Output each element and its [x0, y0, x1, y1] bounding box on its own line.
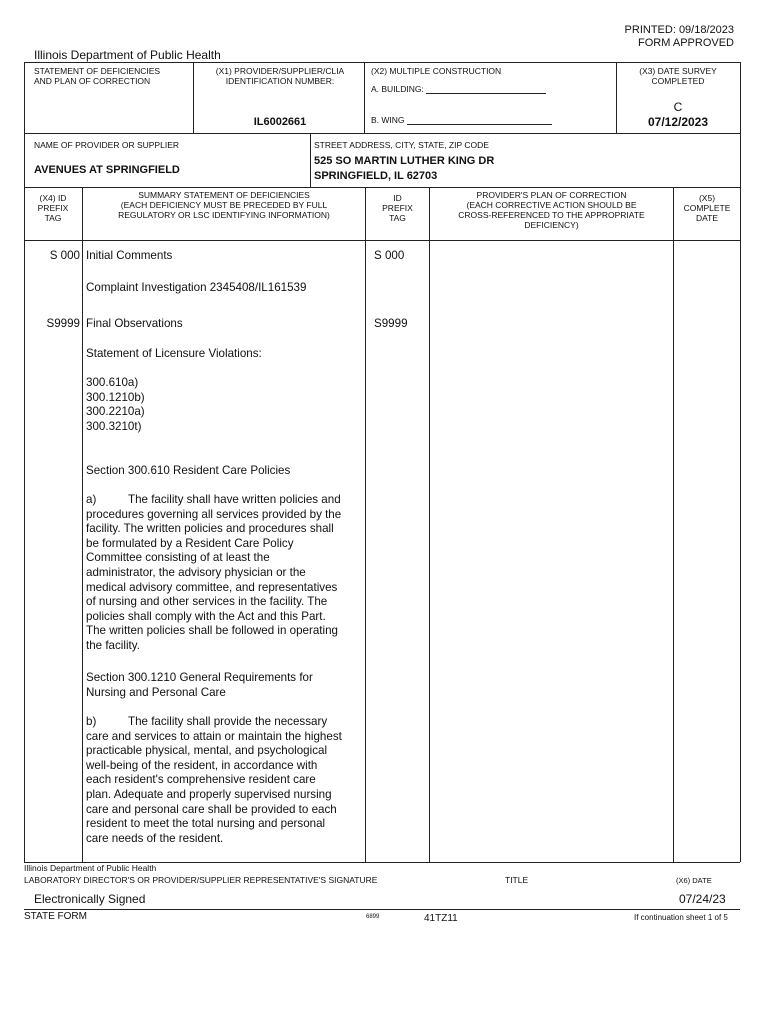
- x1-label: (X1) PROVIDER/SUPPLIER/CLIA IDENTIFICATION NUMBER:: [215, 66, 345, 86]
- building-field: [371, 84, 546, 94]
- para-b-text: The facility shall provide the necessary care and services to attain or maintain the highest practicable physical, mental, and psychological well-being of the resident, in accordance with each resident's comprehensive resident care plan. Adequate and properly supervised nursing care and personal care shall be provided to each resident to meet the total nursing and personal care needs of the resident.: [86, 715, 342, 845]
- provider-name-label: NAME OF PROVIDER OR SUPPLIER: [34, 140, 179, 150]
- continuation-sheet: If continuation sheet 1 of 5: [634, 913, 728, 922]
- id-s000: S 000: [374, 249, 405, 262]
- statement-label: STATEMENT OF DEFICIENCIES AND PLAN OF CORRECTION: [34, 66, 161, 86]
- para-a-label: a): [86, 493, 97, 506]
- section-610-heading: Section 300.610 Resident Care Policies: [86, 464, 291, 477]
- printed-date: PRINTED: 09/18/2023: [624, 24, 734, 36]
- department-title: Illinois Department of Public Health: [34, 48, 221, 62]
- wing-line: [407, 115, 552, 125]
- x5-header: (X5) COMPLETE DATE: [683, 193, 731, 223]
- address-line1: 525 SO MARTIN LUTHER KING DR: [314, 155, 495, 167]
- tag-s000: S 000: [49, 249, 80, 262]
- state-form-label: STATE FORM: [24, 911, 87, 922]
- initial-comments: Initial Comments: [86, 249, 173, 262]
- wing-field: [371, 115, 552, 125]
- para-b-label: b): [86, 715, 97, 728]
- plan-header: PROVIDER'S PLAN OF CORRECTION (EACH CORRECTIVE ACTION SHOULD BE CROSS-REFERENCED TO THE APPROPRIATE DEFICIENCY): [458, 190, 645, 230]
- id-s9999: S9999: [374, 317, 408, 330]
- violation-codes: 300.610a) 300.1210b) 300.2210a) 300.3210t): [86, 376, 145, 433]
- survey-code: C: [673, 100, 683, 114]
- address-label: STREET ADDRESS, CITY, STATE, ZIP CODE: [314, 140, 489, 150]
- building-label: A. BUILDING:: [371, 84, 427, 94]
- form-code: 6899: [366, 914, 380, 920]
- wing-label: B. WING: [371, 115, 407, 125]
- complaint-investigation: Complaint Investigation 2345408/IL161539: [86, 281, 307, 294]
- section-1210-heading: Section 300.1210 General Requirements for Nursing and Personal Care: [86, 671, 313, 699]
- para-a-text: The facility shall have written policies and procedures governing all services provided by the facility. The written policies and procedures shall be formulated by a Resident Care Policy Committee consisting of at least the administrator, the advisory physician or the medical advisory committee, and representatives of nursing and other services in the facility. The policies shall comply with the Act and this Part. The written policies shall be followed in operating the facility.: [86, 493, 342, 652]
- summary-header: SUMMARY STATEMENT OF DEFICIENCIES (EACH DEFICIENCY MUST BE PRECEDED BY FULL REGULATORY OR LSC IDENTIFYING INFORMATION): [118, 190, 330, 220]
- signature-label: LABORATORY DIRECTOR'S OR PROVIDER/SUPPLIER REPRESENTATIVE'S SIGNATURE: [24, 875, 378, 885]
- signature-date: 07/24/23: [679, 892, 726, 906]
- building-line: [426, 84, 546, 94]
- provider-id: IL6002661: [253, 116, 307, 128]
- title-label: TITLE: [505, 875, 529, 885]
- final-observations: Final Observations: [86, 317, 183, 330]
- x2-label: (X2) MULTIPLE CONSTRUCTION: [371, 66, 502, 76]
- address-line2: SPRINGFIELD, IL 62703: [314, 170, 438, 182]
- date-label: (X6) DATE: [676, 876, 712, 885]
- signature-value: Electronically Signed: [34, 892, 146, 906]
- footer-department: Illinois Department of Public Health: [24, 863, 157, 873]
- tag-s9999: S9999: [46, 317, 80, 330]
- id-header: ID PREFIX TAG: [382, 193, 413, 223]
- statement-violations: Statement of Licensure Violations:: [86, 347, 262, 360]
- x4-header: (X4) ID PREFIX TAG: [37, 193, 69, 223]
- provider-name: AVENUES AT SPRINGFIELD: [34, 164, 180, 176]
- form-status: FORM APPROVED: [638, 37, 734, 49]
- event-id: 41TZ11: [424, 913, 458, 924]
- survey-date: 07/12/2023: [647, 115, 709, 129]
- x3-label: (X3) DATE SURVEY COMPLETED: [639, 66, 717, 86]
